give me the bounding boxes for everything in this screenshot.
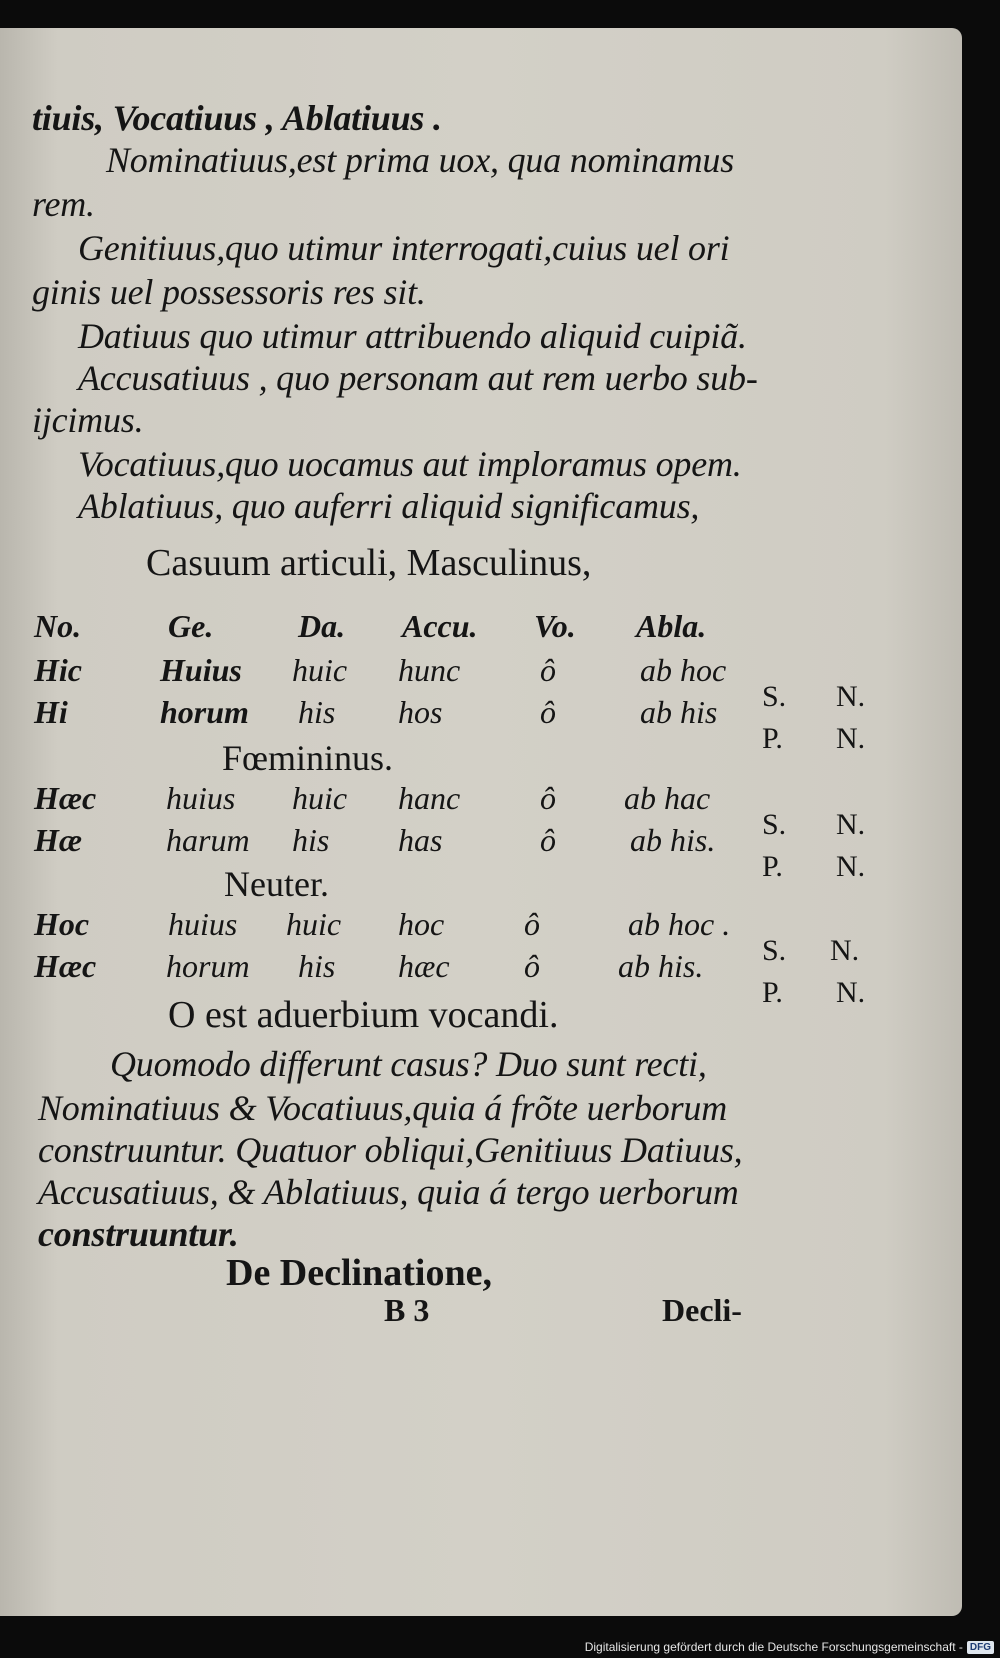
gender-mark: N. xyxy=(836,976,866,1009)
col-header-vo: Vo. xyxy=(534,608,576,644)
table-cell: ab his. xyxy=(630,822,716,858)
col-header-ge: Ge. xyxy=(168,608,214,644)
gender-mark: N. xyxy=(836,722,866,755)
table-cell: ab his xyxy=(640,694,718,730)
table-cell: ô xyxy=(540,694,556,730)
text-line: rem. xyxy=(32,184,95,224)
text-line: ijcimus. xyxy=(32,400,144,440)
table-cell: huius xyxy=(166,780,236,816)
col-header-abla: Abla. xyxy=(636,608,707,644)
heading-masculinus: Casuum articuli, Masculinus, xyxy=(146,542,592,584)
table-cell: ô xyxy=(540,780,556,816)
table-cell: ô xyxy=(540,822,556,858)
table-cell: huic xyxy=(292,652,348,688)
table-cell: ab hac xyxy=(624,780,711,816)
dfg-logo: DFG xyxy=(967,1641,994,1654)
table-cell: horum xyxy=(160,694,249,730)
table-cell: his xyxy=(298,948,336,984)
table-cell: hoc xyxy=(398,906,445,942)
text-line: Ablatiuus, quo auferri aliquid significamus, xyxy=(78,486,700,526)
table-cell: ab his. xyxy=(618,948,704,984)
table-cell: hæc xyxy=(398,948,450,984)
table-cell: harum xyxy=(166,822,250,858)
heading-foemininus: Fœmininus. xyxy=(222,738,394,778)
text-line: Accusatiuus , quo personam aut rem uerbo sub- xyxy=(78,358,758,398)
text-line: ginis uel possessoris res sit. xyxy=(32,272,426,312)
heading-neuter: Neuter. xyxy=(224,864,329,904)
table-cell: hos xyxy=(398,694,443,730)
col-header-da: Da. xyxy=(298,608,346,644)
col-header-accu: Accu. xyxy=(402,608,478,644)
number-mark: P. xyxy=(762,722,783,755)
table-cell: Hæc xyxy=(34,948,97,984)
table-cell: ô xyxy=(524,948,540,984)
table-cell: his xyxy=(298,694,336,730)
gender-mark: N. xyxy=(836,680,866,713)
text-line: Accusatiuus, & Ablatiuus, quia á tergo uerborum xyxy=(38,1172,739,1212)
table-cell: Hi xyxy=(34,694,68,730)
table-cell: huius xyxy=(168,906,238,942)
table-cell: hunc xyxy=(398,652,461,688)
text-line: Vocatiuus,quo uocamus aut imploramus opem. xyxy=(78,444,742,484)
number-mark: S. xyxy=(762,808,787,841)
text-line: Nominatiuus,est prima uox, qua nominamus xyxy=(106,140,735,180)
text-line: tiuis, Vocatiuus , Ablatiuus . xyxy=(32,98,442,138)
adverb-line: O est aduerbium vocandi. xyxy=(168,994,559,1036)
text-line: construuntur. xyxy=(38,1214,239,1254)
table-cell: Huius xyxy=(160,652,242,688)
number-mark: S. xyxy=(762,680,787,713)
table-cell: huic xyxy=(286,906,342,942)
number-mark: P. xyxy=(762,850,783,883)
table-cell: his xyxy=(292,822,330,858)
table-cell: ô xyxy=(524,906,540,942)
section-title: De Declinatione, xyxy=(226,1252,492,1294)
table-cell: hanc xyxy=(398,780,461,816)
table-cell: Hæ xyxy=(34,822,82,858)
table-cell: ab hoc . xyxy=(628,906,731,942)
table-cell: ô xyxy=(540,652,556,688)
credit-text: Digitalisierung gefördert durch die Deutsche Forschungsgemeinschaft - xyxy=(584,1640,963,1654)
gender-mark: N. xyxy=(836,808,866,841)
text-line: construuntur. Quatuor obliqui,Genitiuus Datiuus, xyxy=(38,1130,743,1170)
table-cell: ab hoc xyxy=(640,652,727,688)
text-line: Nominatiuus & Vocatiuus,quia á frõte uerborum xyxy=(38,1088,728,1128)
number-mark: P. xyxy=(762,976,783,1009)
table-cell: horum xyxy=(166,948,250,984)
col-header-no: No. xyxy=(34,608,82,644)
gender-mark: N. xyxy=(836,850,866,883)
table-cell: huic xyxy=(292,780,348,816)
book-page xyxy=(0,28,962,1616)
gender-mark: N. xyxy=(830,934,860,967)
table-cell: has xyxy=(398,822,443,858)
text-line: Quomodo differunt casus? Duo sunt recti, xyxy=(110,1044,707,1084)
signature-mark: B 3 xyxy=(384,1292,430,1328)
table-cell: Hic xyxy=(34,652,82,688)
catchword: Decli- xyxy=(662,1292,742,1328)
text-line: Datiuus quo utimur attribuendo aliquid cuipiã. xyxy=(78,316,747,356)
text-line: Genitiuus,quo utimur interrogati,cuius uel ori xyxy=(78,228,730,268)
table-cell: Hoc xyxy=(34,906,90,942)
table-cell: Hæc xyxy=(34,780,97,816)
number-mark: S. xyxy=(762,934,787,967)
digitization-credit xyxy=(585,1640,994,1654)
